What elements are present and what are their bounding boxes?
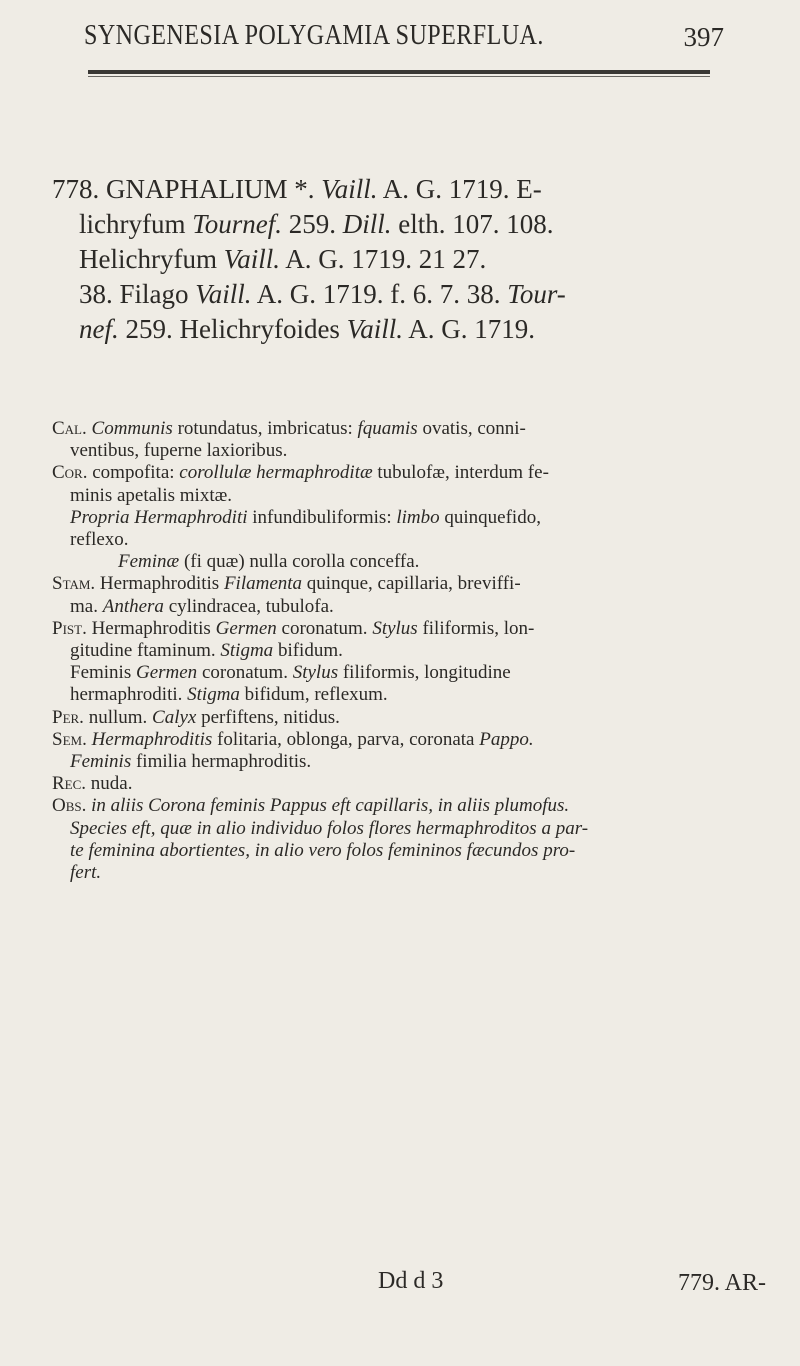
section-label: Sem. — [52, 728, 87, 750]
text-run: infundibuliformis: — [247, 506, 397, 528]
italic-text: Stigma — [220, 640, 274, 662]
text-run: Hermaphroditis — [86, 617, 216, 639]
text-run: elth. 107. 108. — [391, 209, 554, 239]
italic-text: Pappo. — [479, 728, 534, 750]
section-label: Stam. — [52, 573, 96, 595]
description-line — [52, 618, 732, 640]
text-run: perfiftens, nitidus. — [196, 706, 340, 728]
genus-line — [52, 312, 712, 347]
description-line — [52, 662, 732, 684]
description-line — [52, 818, 732, 840]
text-run: 259. — [282, 209, 343, 239]
text-run: Feminis — [70, 662, 136, 684]
description-line — [52, 551, 732, 573]
italic-text: Communis — [91, 418, 173, 439]
description-line — [52, 773, 732, 795]
genus-heading — [52, 172, 712, 347]
text-run: 259. Helichryfoides — [118, 314, 347, 344]
italic-text: te feminina abortientes, in alio vero folos femininos fæcundos pro- — [70, 839, 576, 861]
section-label: Obs. — [52, 795, 87, 817]
page-number: 397 — [683, 22, 724, 52]
description-line — [52, 795, 732, 817]
genus-line — [52, 277, 712, 312]
section-label: Pist. — [52, 617, 87, 639]
italic-text: Stylus — [292, 662, 339, 684]
text-run: folitaria, oblonga, parva, coronata — [212, 728, 480, 750]
italic-text: Species eft, quæ in alio individuo folos flores hermaphroditos a par- — [70, 817, 589, 839]
description-line — [52, 596, 732, 618]
italic-text: Dill. — [342, 209, 392, 239]
italic-text: Vaill. — [223, 244, 280, 274]
text-run: ventibus, fuperne laxioribus. — [70, 440, 288, 462]
text-run: A. G. 1719. — [402, 314, 535, 344]
italic-text: fert. — [70, 862, 102, 884]
italic-text: Feminis — [70, 751, 132, 773]
running-title: SYNGENESIA POLYGAMIA SUPERFLUA. — [84, 20, 544, 51]
description-line — [52, 684, 732, 706]
text-run: filiformis, lon- — [417, 617, 535, 639]
italic-text: Stigma — [187, 684, 240, 706]
description-line — [52, 418, 732, 440]
text-run: bifidum. — [273, 640, 343, 662]
description-line — [52, 862, 732, 884]
text-run: hermaphroditi. — [70, 684, 188, 706]
catchword: 779. AR- — [678, 1270, 767, 1296]
description-line — [52, 507, 732, 529]
text-run: Helichryfum — [79, 244, 224, 274]
italic-text: fquamis — [357, 418, 418, 439]
text-run: Hermaphroditis — [95, 573, 224, 595]
italic-text: Anthera — [102, 595, 164, 617]
description-line — [52, 707, 732, 729]
running-head — [84, 20, 724, 60]
description-line — [52, 751, 732, 773]
italic-text: limbo — [396, 506, 440, 528]
italic-text: Stylus — [372, 617, 418, 639]
italic-text: Calyx — [152, 706, 197, 728]
text-run: A. G. 1719. E- — [377, 174, 542, 204]
text-run: gitudine ftaminum. — [70, 640, 221, 662]
italic-text: Tournef. — [192, 209, 283, 239]
text-run: 778. GNAPHALIUM *. — [52, 174, 322, 204]
italic-text: Feminæ — [118, 551, 180, 573]
text-run: quinque, capillaria, breviffi- — [302, 573, 521, 595]
text-run: nullum. — [83, 706, 153, 728]
text-run: tubulofæ, interdum fe- — [372, 462, 549, 484]
genus-line — [52, 172, 712, 207]
italic-text: Propria Hermaphroditi — [70, 506, 248, 528]
italic-text: in aliis Corona feminis Pappus eft capillaris, in aliis plumofus. — [91, 795, 570, 817]
text-run: reflexo. — [70, 529, 129, 551]
text-run: nuda. — [86, 773, 133, 795]
genus-line — [52, 207, 712, 242]
text-run: quinquefido, — [439, 506, 541, 528]
genus-line — [52, 242, 712, 277]
italic-text: Germen — [215, 617, 277, 639]
text-run: lichryfum — [79, 209, 193, 239]
description-line — [52, 640, 732, 662]
description-line — [52, 840, 732, 862]
text-run: coronatum. — [276, 617, 373, 639]
text-run: cylindracea, tubulofa. — [163, 595, 334, 617]
description-line — [52, 529, 732, 551]
header-rule-thin — [88, 76, 710, 77]
italic-text: Tour- — [507, 279, 566, 309]
section-label: Per. — [52, 706, 84, 728]
genus-description — [52, 418, 732, 884]
italic-text: Hermaphroditis — [91, 728, 213, 750]
text-run: fimilia hermaphroditis. — [131, 751, 312, 773]
text-run: minis apetalis mixtæ. — [70, 484, 233, 506]
italic-text: Filamenta — [223, 573, 303, 595]
description-line — [52, 440, 732, 462]
italic-text: Germen — [135, 662, 198, 684]
signature-mark: Dd d 3 — [378, 1268, 444, 1294]
italic-text: Vaill. — [195, 279, 252, 309]
text-run: (fi quæ) nulla corolla conceffa. — [179, 551, 420, 573]
header-rule — [88, 70, 710, 74]
description-line — [52, 485, 732, 507]
section-label: Rec. — [52, 773, 87, 795]
italic-text: Vaill. — [321, 174, 378, 204]
description-line — [52, 462, 732, 484]
text-run: filiformis, longitudine — [338, 662, 511, 684]
description-line — [52, 729, 732, 751]
italic-text: nef. — [79, 314, 119, 344]
text-run: A. G. 1719. f. 6. 7. 38. — [251, 279, 508, 309]
text-run: compofita: — [87, 462, 180, 484]
text-run: rotundatus, imbricatus: — [172, 418, 358, 439]
description-line — [52, 573, 732, 595]
text-run: bifidum, reflexum. — [239, 684, 388, 706]
text-run: 38. Filago — [79, 279, 196, 309]
text-run: coronatum. — [197, 662, 293, 684]
section-label: Cor. — [52, 462, 88, 484]
italic-text: corollulæ hermaphroditæ — [179, 462, 373, 484]
page-footer — [0, 1264, 800, 1304]
section-label: Cal. — [52, 418, 87, 439]
text-run: ma. — [70, 595, 103, 617]
text-run: ovatis, conni- — [417, 418, 526, 439]
italic-text: Vaill. — [346, 314, 403, 344]
text-run: A. G. 1719. 21 27. — [279, 244, 487, 274]
